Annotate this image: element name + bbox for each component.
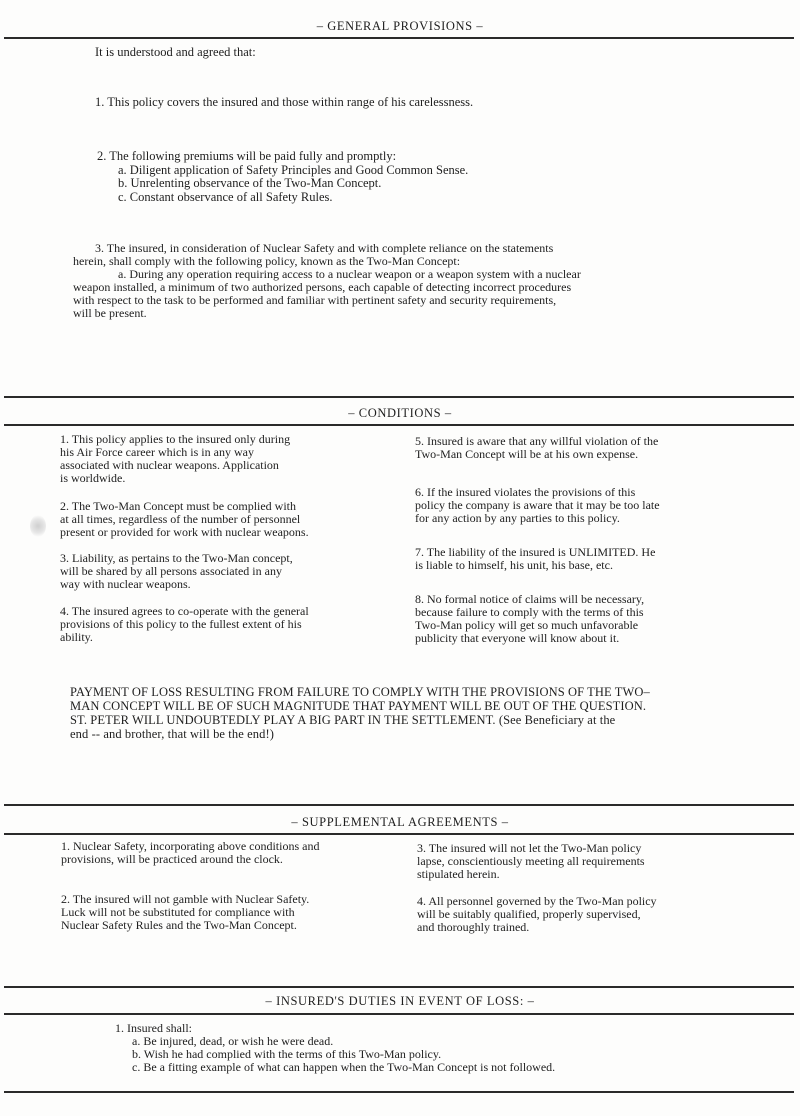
condition-line: 6. If the insured violates the provisions of this: [415, 485, 636, 499]
supplemental-line: 1. Nuclear Safety, incorporating above conditions and: [61, 839, 320, 853]
divider: [4, 833, 794, 835]
condition-line: associated with nuclear weapons. Application: [60, 458, 279, 472]
supplemental-line: Luck will not be substituted for compliance with: [61, 905, 295, 919]
supplemental-item-1: [61, 840, 319, 866]
duties-a: a. Be injured, dead, or wish he were dead.: [132, 1034, 334, 1048]
divider: [4, 1013, 794, 1015]
divider: [4, 37, 794, 39]
general-intro: It is understood and agreed that:: [95, 45, 256, 59]
duties-b: b. Wish he had complied with the terms of this Two-Man policy.: [132, 1047, 442, 1061]
duties-item-1: [115, 1022, 555, 1074]
condition-line: 2. The Two-Man Concept must be complied with: [60, 499, 297, 513]
supplemental-item-4: [417, 895, 657, 934]
condition-line: his Air Force career which is in any way: [60, 445, 254, 459]
payment-line: end -- and brother, that will be the end!): [70, 727, 274, 741]
supplemental-line: stipulated herein.: [417, 867, 500, 881]
supplemental-line: will be suitably qualified, properly supervised,: [417, 907, 641, 921]
duties-c: c. Be a fitting example of what can happen when the Two-Man Concept is not followed.: [132, 1060, 556, 1074]
payment-line: PAYMENT OF LOSS RESULTING FROM FAILURE TO COMPLY WITH THE PROVISIONS OF THE TWO–: [70, 685, 650, 699]
condition-line: will be shared by all persons associated in any: [60, 564, 282, 578]
condition-line: publicity that everyone will know about it.: [415, 631, 620, 645]
general-item-2-c: c. Constant observance of all Safety Rules.: [118, 189, 333, 204]
duties-lead: 1. Insured shall:: [115, 1021, 192, 1035]
divider: [4, 986, 794, 988]
condition-line: policy the company is aware that it may be too late: [415, 498, 660, 512]
supplemental-line: and thoroughly trained.: [417, 920, 530, 934]
condition-item-6: [415, 486, 660, 525]
condition-line: because failure to comply with the terms of this: [415, 605, 644, 619]
condition-line: at all times, regardless of the number of personnel: [60, 512, 301, 526]
general-item-2-b: b. Unrelenting observance of the Two-Man Concept.: [118, 176, 382, 190]
condition-item-3: [60, 552, 293, 591]
general-item-2: [97, 150, 468, 204]
condition-line: ability.: [60, 630, 93, 644]
condition-line: way with nuclear weapons.: [60, 577, 191, 591]
duties-heading: – INSURED'S DUTIES IN EVENT OF LOSS: –: [265, 994, 535, 1008]
general-item-3-line: will be present.: [73, 306, 147, 320]
general-provisions-heading: – GENERAL PROVISIONS –: [316, 19, 484, 33]
supplemental-line: 4. All personnel governed by the Two-Man policy: [417, 894, 657, 908]
condition-line: 1. This policy applies to the insured only during: [60, 432, 291, 446]
supplemental-line: provisions, will be practiced around the clock.: [61, 852, 283, 866]
supplemental-line: Nuclear Safety Rules and the Two-Man Concept.: [61, 918, 297, 932]
condition-line: is worldwide.: [60, 471, 126, 485]
supplemental-item-2: [61, 893, 309, 932]
payment-of-loss-notice: [70, 685, 650, 741]
condition-line: 3. Liability, as pertains to the Two-Man concept,: [60, 551, 293, 565]
general-item-1: 1. This policy covers the insured and those within range of his carelessness.: [95, 95, 474, 109]
condition-line: is liable to himself, his unit, his base, etc.: [415, 558, 613, 572]
condition-line: for any action by any parties to this policy.: [415, 511, 620, 525]
general-item-3: [73, 242, 581, 320]
general-item-2-a: a. Diligent application of Safety Principles and Good Common Sense.: [118, 162, 469, 177]
general-item-3-line: 3. The insured, in consideration of Nuclear Safety and with complete reliance on the statements: [95, 241, 554, 255]
condition-line: provisions of this policy to the fullest extent of his: [60, 617, 302, 631]
supplemental-line: lapse, conscientiously meeting all requirements: [417, 854, 645, 868]
payment-line: ST. PETER WILL UNDOUBTEDLY PLAY A BIG PART IN THE SETTLEMENT. (See Beneficiary at the: [70, 713, 616, 727]
supplemental-item-3: [417, 842, 645, 881]
scan-smudge: [30, 515, 46, 537]
general-item-3-line: weapon installed, a minimum of two authorized persons, each capable of detecting incorrect procedures: [73, 280, 572, 294]
general-item-2-lead: 2. The following premiums will be paid fully and promptly:: [97, 149, 397, 163]
supplemental-agreements-heading: – SUPPLEMENTAL AGREEMENTS –: [291, 815, 509, 829]
payment-line: MAN CONCEPT WILL BE OF SUCH MAGNITUDE THAT PAYMENT WILL BE OUT OF THE QUESTION.: [70, 699, 647, 713]
condition-item-8: [415, 593, 644, 645]
condition-item-7: [415, 546, 655, 572]
condition-line: Two-Man policy will get so much unfavorable: [415, 618, 639, 632]
general-item-3-line: with respect to the task to be performed and familiar with pertinent safety and security requirements,: [73, 293, 557, 307]
divider: [4, 396, 794, 398]
condition-item-5: [415, 435, 658, 461]
condition-line: present or provided for work with nuclear weapons.: [60, 525, 309, 539]
condition-item-4: [60, 605, 309, 644]
condition-line: 4. The insured agrees to co-operate with the general: [60, 604, 309, 618]
divider: [4, 424, 794, 426]
condition-item-1: [60, 433, 290, 485]
general-item-3-line: herein, shall comply with the following policy, known as the Two-Man Concept:: [73, 254, 461, 268]
divider: [4, 804, 794, 806]
condition-item-2: [60, 500, 309, 539]
divider: [4, 1091, 794, 1093]
supplemental-line: 2. The insured will not gamble with Nuclear Safety.: [61, 892, 310, 906]
general-item-3-line: a. During any operation requiring access to a nuclear weapon or a weapon system with a nuclear: [118, 267, 581, 281]
condition-line: 7. The liability of the insured is UNLIMITED. He: [415, 545, 656, 559]
condition-line: 8. No formal notice of claims will be necessary,: [415, 592, 645, 606]
condition-line: 5. Insured is aware that any willful violation of the: [415, 434, 659, 448]
condition-line: Two-Man Concept will be at his own expense.: [415, 447, 639, 461]
conditions-heading: – CONDITIONS –: [348, 406, 452, 420]
supplemental-line: 3. The insured will not let the Two-Man policy: [417, 841, 642, 855]
